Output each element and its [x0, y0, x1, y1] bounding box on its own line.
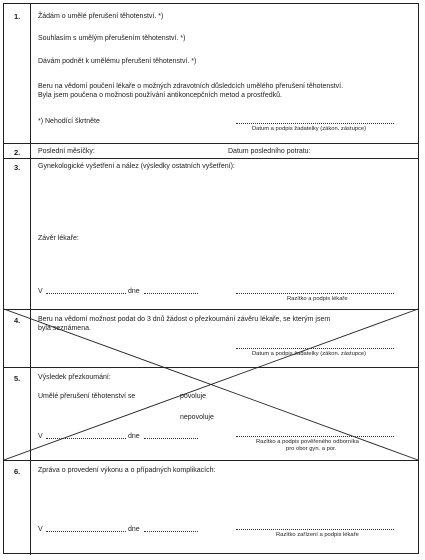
procedure-report-heading: Zpráva o provedení výkonu a o případných komplikacích: [38, 467, 216, 474]
conclusion-label: Závěr lékaře: [38, 235, 79, 242]
last-abortion-label: Datum posledního potratu: [228, 148, 311, 155]
signature-caption: Razítko zařízení a podpis lékaře [276, 532, 359, 538]
place-prefix: V [38, 526, 43, 533]
signature-caption-line-2: pro obor gyn. a por. [286, 446, 337, 452]
notice-line-2: Byla jsem poučena o možnosti používání antikoncepčních metod a prostředků. [38, 92, 282, 99]
section-number: 1. [14, 12, 21, 21]
section-number: 3. [14, 163, 21, 172]
footnote: *) Nehodící škrtněte [38, 118, 100, 125]
decision-label: Umělé přerušení těhotenství se [38, 393, 136, 400]
option-allow[interactable]: povoluje [180, 393, 207, 400]
place-prefix: V [38, 288, 43, 295]
review-notice-line-2: byla seznámena. [38, 325, 91, 332]
place-prefix: V [38, 433, 43, 440]
section-number: 4. [14, 316, 21, 325]
review-notice-line-1: Beru na vědomí možnost podat do 3 dnů žádost o přezkoumání závěru lékaře, se kterým jsem [38, 316, 331, 323]
strike-through-cross [4, 4, 420, 555]
date-prefix: dne [128, 433, 140, 440]
signature-caption: Datum a podpis žadatelky (zákon. zástupce) [252, 126, 367, 132]
date-prefix: dne [128, 526, 140, 533]
review-heading: Výsledek přezkoumání: [38, 374, 111, 381]
date-prefix: dne [128, 288, 140, 295]
notice-line-1: Beru na vědomí poučení lékaře o možných zdravotních důsledcích umělého přerušení těhotenství. [38, 83, 344, 90]
exam-heading: Gynekologické vyšetření a nález (výsledky ostatních vyšetření): [38, 163, 235, 170]
signature-caption-line-1: Razítko a podpis pověřeného odborníka [256, 439, 359, 445]
signature-caption: Razítko a podpis lékaře [287, 296, 348, 302]
request-line: Žádám o umělé přerušení těhotenství. *) [38, 13, 164, 20]
form-sheet [3, 3, 419, 554]
option-deny[interactable]: nepovoluje [180, 414, 214, 421]
consent-line: Souhlasím s umělým přerušením těhotenství. *) [38, 35, 186, 42]
section-number: 5. [14, 374, 21, 383]
last-period-label: Poslední měsíčky: [38, 148, 95, 155]
section-number: 2. [14, 148, 21, 157]
section-number: 6. [14, 467, 21, 476]
signature-caption: Datum a podpis žadatelky (zákon. zástupce) [252, 351, 367, 357]
initiative-line: Dávám podnět k umělému přerušení těhotenství. *) [38, 58, 197, 65]
